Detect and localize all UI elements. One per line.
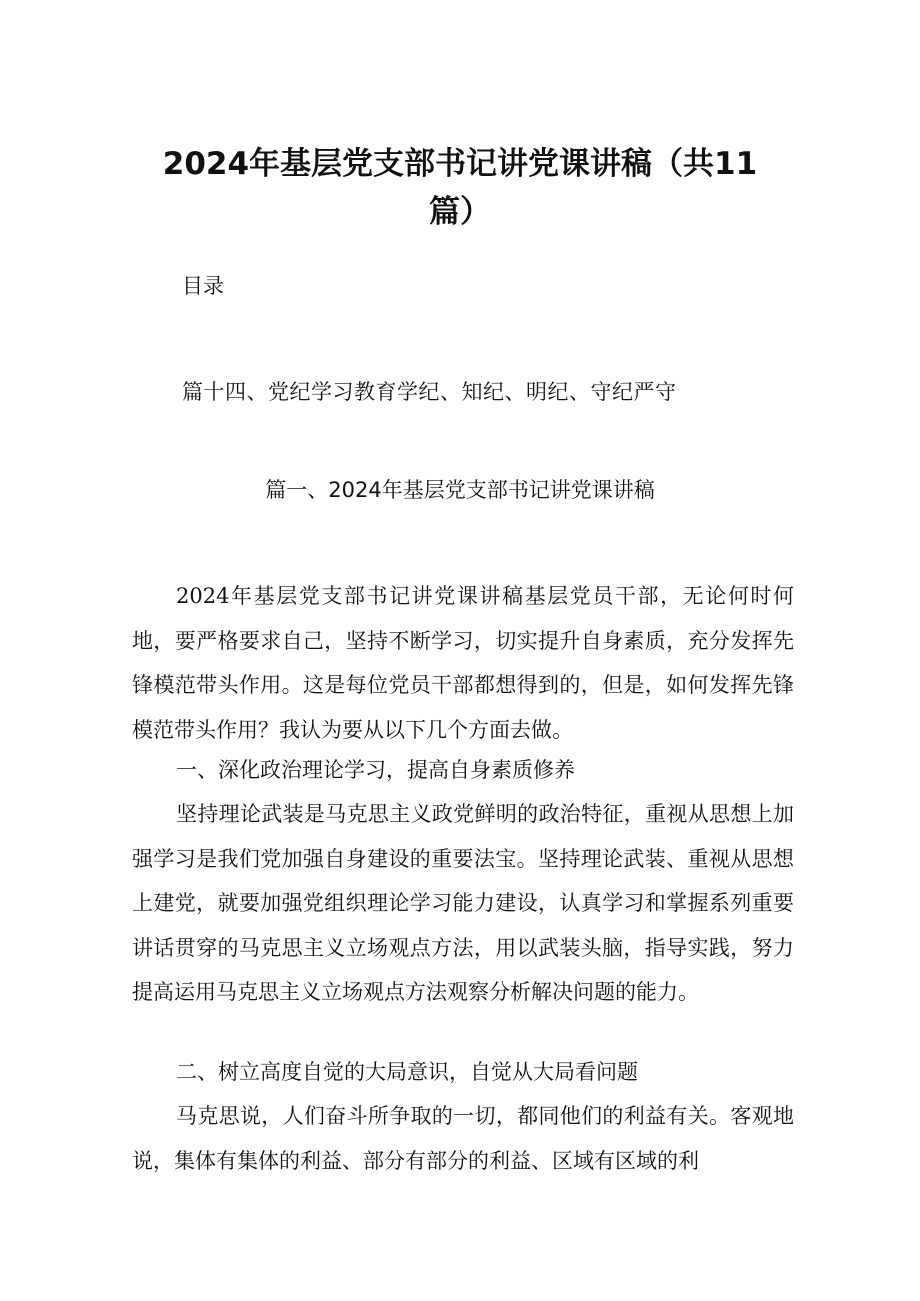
toc-item: 篇十四、党纪学习教育学纪、知纪、明纪、守纪严守 [182, 380, 677, 404]
paragraph-intro: 2024年基层党支部书记讲党课讲稿基层党员干部，无论何时何地，要严格要求自己，坚持不断学习，切实提升自身素质，充分发挥先锋模范带头作用。这是每位党员干部都想得到的，但是，如何发挥先锋模范带头作用？我认为要从以下几个方面去做。 [132, 584, 794, 742]
section-heading-1: 一、深化政治理论学习，提高自身素质修养 [176, 758, 575, 782]
section-heading-2: 二、树立高度自觉的大局意识，自觉从大局看问题 [176, 1060, 638, 1084]
chapter-title: 篇一、2024年基层党支部书记讲党课讲稿 [265, 478, 655, 502]
paragraph-interest: 马克思说，人们奋斗所争取的一切，都同他们的利益有关。客观地说，集体有集体的利益、部分有部分的利益、区域有区域的利 [132, 1104, 794, 1173]
toc-label: 目录 [182, 274, 224, 298]
paragraph-theory: 坚持理论武装是马克思主义政党鲜明的政治特征，重视从思想上加强学习是我们党加强自身建设的重要法宝。坚持理论武装、重视从思想上建党，就要加强党组织理论学习能力建设，认真学习和掌握系列重要讲话贯穿的马克思主义立场观点方法，用以武装头脑，指导实践，努力提高运用马克思主义立场观点方法观察分析解决问题的能力。 [132, 802, 794, 1004]
document-title: 2024年基层党支部书记讲党课讲稿（共11篇） [162, 146, 758, 230]
